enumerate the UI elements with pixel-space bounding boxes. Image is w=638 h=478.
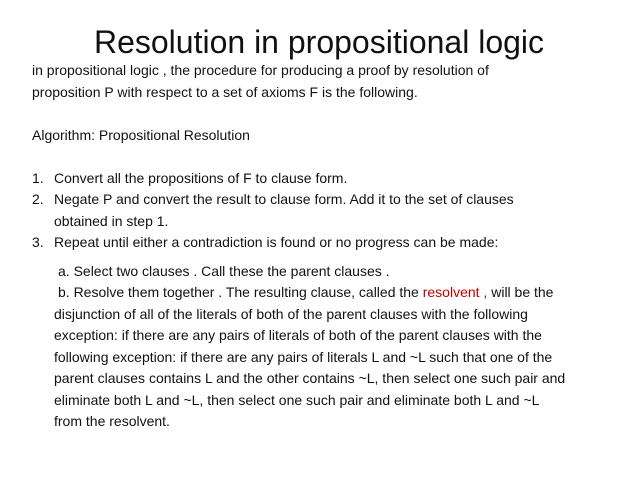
substep-b-line-3: exception: if there are any pairs of literals of both of the parent clauses with the <box>54 327 542 343</box>
step-2-text-line-1: Negate P and convert the result to clause form. Add it to the set of clauses <box>54 191 514 207</box>
slide-body <box>32 60 602 433</box>
intro-line-2: proposition P with respect to a set of axioms F is the following. <box>32 83 418 100</box>
step-1-text: Convert all the propositions of F to clause form. <box>54 169 348 186</box>
step-3 <box>32 232 602 254</box>
slide-title: Resolution in propositional logic <box>93 24 545 60</box>
step-number: 2. <box>32 191 44 207</box>
step-3-text: Repeat until either a contradiction is found or no progress can be made: <box>54 234 499 250</box>
step-number: 3. <box>32 234 44 250</box>
substep-b-line-4: following exception: if there are any pairs of literals L and ~L such that one of the <box>54 348 553 365</box>
spacer <box>32 103 602 125</box>
intro-line-1: in propositional logic , the procedure for producing a proof by resolution of <box>32 62 489 78</box>
substep-b-after: will be the <box>487 284 554 300</box>
spacer <box>32 146 602 168</box>
step-2 <box>32 189 602 232</box>
substep-b-before: b. Resolve them together . The resulting clause, called the <box>58 284 423 300</box>
step-number: 1. <box>32 169 44 186</box>
substep-b-line-6: eliminate both L and ~L, then select one such pair and eliminate both L and ~L <box>54 391 540 408</box>
substep-a: a. Select two clauses . Call these the parent clauses . <box>58 262 390 279</box>
step-2-text-line-2: obtained in step 1. <box>54 212 169 229</box>
substep-b-line-2: disjunction of all of the literals of both of the parent clauses with the following <box>54 305 528 322</box>
substep-b-line-5: parent clauses contains L and the other contains ~L, then select one such pair and <box>54 370 566 386</box>
resolvent-highlight: resolvent , <box>422 284 488 300</box>
substeps <box>54 261 602 433</box>
algorithm-heading: Algorithm: Propositional Resolution <box>32 126 250 143</box>
step-1 <box>32 168 602 190</box>
substep-b-line-1 <box>54 282 602 304</box>
substep-b-line-7: from the resolvent. <box>54 413 170 429</box>
